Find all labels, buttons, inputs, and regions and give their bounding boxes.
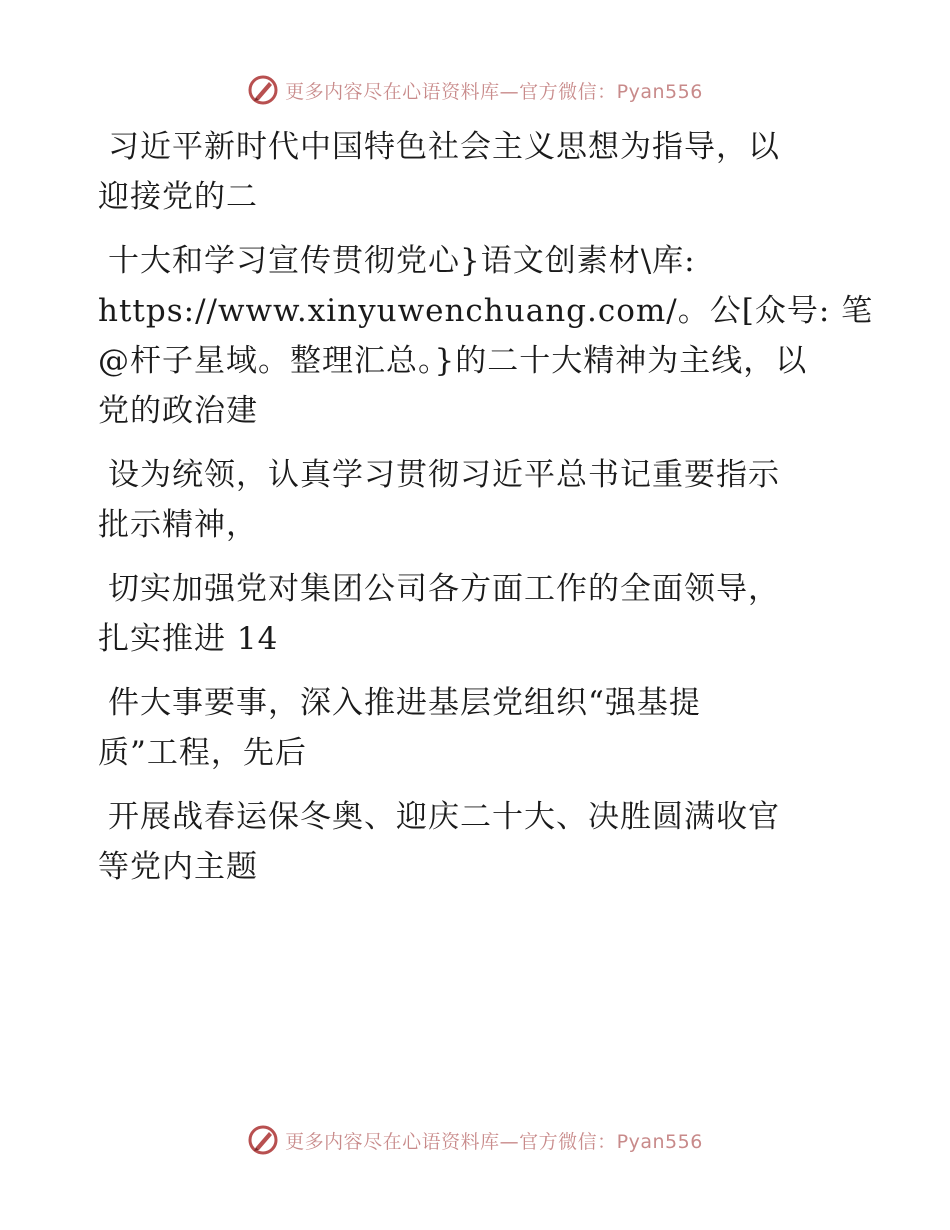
paragraph (98, 450, 858, 550)
text-line: 党的政治建 (98, 393, 258, 429)
pen-logo-icon (247, 74, 279, 106)
paragraph (98, 678, 858, 778)
watermark-text: 更多内容尽在心语资料库—官方微信：Pyan556 (285, 80, 703, 103)
text-line: 扎实推进 14 (98, 621, 279, 657)
header-watermark (0, 70, 950, 110)
text-line: @杆子星域。整理汇总。}的二十大精神为主线，以 (98, 343, 808, 379)
text-line: 习近平新时代中国特色社会主义思想为指导，以 (108, 129, 780, 165)
pen-logo-icon (247, 1124, 279, 1156)
paragraph (98, 564, 858, 664)
text-line: 十大和学习宣传贯彻党心}语文创素材\库: (108, 243, 696, 279)
text-line: 迎接党的二 (98, 179, 258, 215)
document-body (98, 122, 874, 906)
text-line: 切实加强党对集团公司各方面工作的全面领导， (108, 571, 780, 607)
text-line: 质”工程，先后 (98, 735, 307, 771)
text-line: 等党内主题 (98, 849, 258, 885)
paragraph (98, 236, 874, 436)
paragraph (98, 792, 858, 892)
footer-watermark (0, 1120, 950, 1160)
text-line: 开展战春运保冬奥、迎庆二十大、决胜圆满收官 (108, 799, 780, 835)
text-line: 设为统领，认真学习贯彻习近平总书记重要指示 (108, 457, 780, 493)
text-line: 批示精神， (98, 507, 258, 543)
paragraph (98, 122, 858, 222)
text-line: 件大事要事，深入推进基层党组织“强基提 (108, 685, 701, 721)
watermark-text: 更多内容尽在心语资料库—官方微信：Pyan556 (285, 1130, 703, 1153)
text-line: https://www.xinyuwenchuang.com/。公[众号: 笔 (98, 293, 874, 329)
